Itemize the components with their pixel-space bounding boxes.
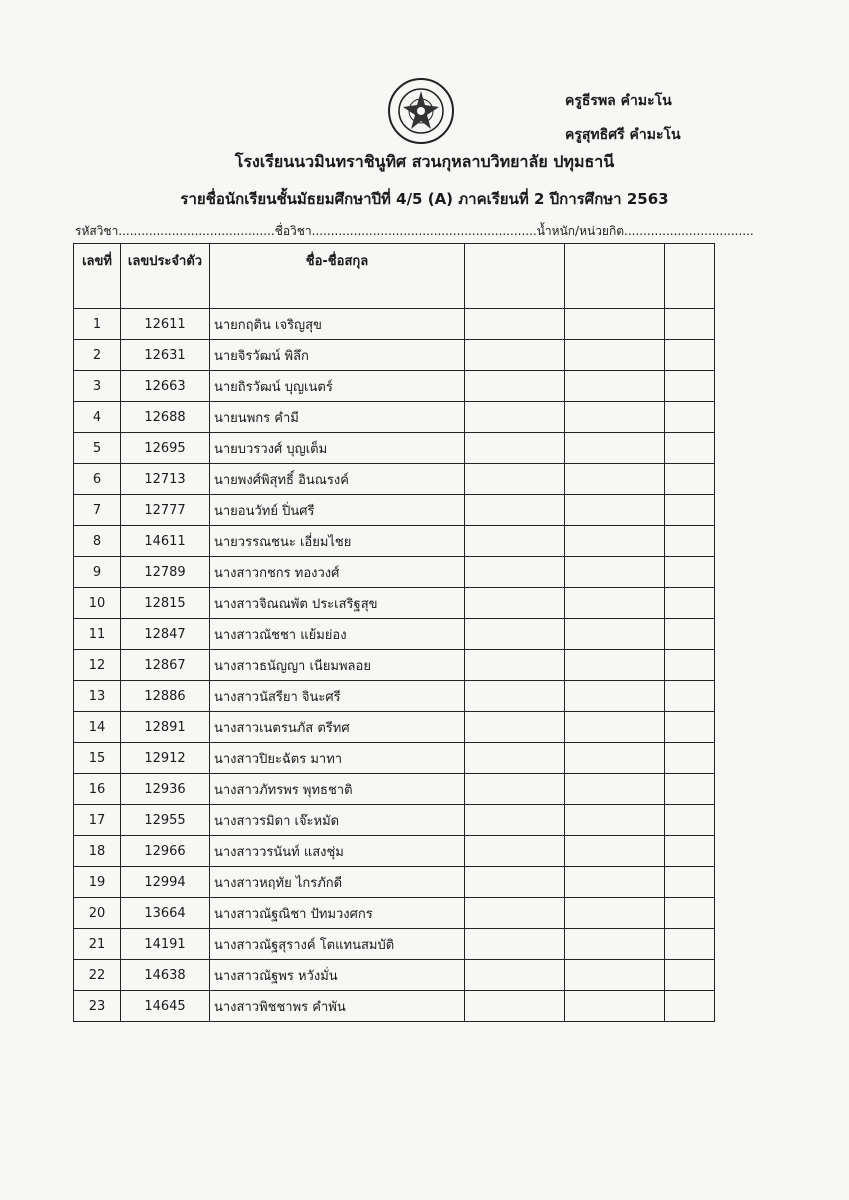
table-row <box>74 588 715 619</box>
row-number: 9 <box>74 557 121 588</box>
row-number: 23 <box>74 991 121 1022</box>
score-cell[interactable] <box>665 340 715 371</box>
score-cell[interactable] <box>565 867 665 898</box>
table-row <box>74 867 715 898</box>
table-row <box>74 309 715 340</box>
row-full-name: นางสาวเนตรนภัส ตรีทศ <box>210 712 465 743</box>
score-cell[interactable] <box>565 929 665 960</box>
score-cell[interactable] <box>665 464 715 495</box>
score-cell[interactable] <box>465 960 565 991</box>
row-full-name: นายกฤติน เจริญสุข <box>210 309 465 340</box>
score-cell[interactable] <box>665 898 715 929</box>
score-cell[interactable] <box>565 557 665 588</box>
row-full-name: นายนพกร คำมี <box>210 402 465 433</box>
score-cell[interactable] <box>665 402 715 433</box>
row-full-name: นางสาวจิณณพัต ประเสริฐสุข <box>210 588 465 619</box>
row-number: 11 <box>74 619 121 650</box>
table-row <box>74 650 715 681</box>
score-cell[interactable] <box>465 402 565 433</box>
score-cell[interactable] <box>465 681 565 712</box>
table-row <box>74 340 715 371</box>
score-cell[interactable] <box>665 650 715 681</box>
score-cell[interactable] <box>565 433 665 464</box>
score-cell[interactable] <box>465 836 565 867</box>
row-full-name: นายอนวัทย์ ปิ่นศรี <box>210 495 465 526</box>
row-number: 21 <box>74 929 121 960</box>
row-full-name: นางสาวณัฐสุรางค์ โตแทนสมบัติ <box>210 929 465 960</box>
header-score-1 <box>465 244 565 309</box>
table-row <box>74 402 715 433</box>
score-cell[interactable] <box>465 712 565 743</box>
row-number: 3 <box>74 371 121 402</box>
score-cell[interactable] <box>465 929 565 960</box>
row-student-id: 14191 <box>121 929 210 960</box>
row-full-name: นางสาวปิยะฉัตร มาทา <box>210 743 465 774</box>
score-cell[interactable] <box>465 743 565 774</box>
row-student-id: 12847 <box>121 619 210 650</box>
score-cell[interactable] <box>665 867 715 898</box>
row-full-name: นายจิรวัฒน์ พิลึก <box>210 340 465 371</box>
score-cell[interactable] <box>665 929 715 960</box>
row-student-id: 12789 <box>121 557 210 588</box>
row-number: 13 <box>74 681 121 712</box>
score-cell[interactable] <box>465 495 565 526</box>
score-cell[interactable] <box>465 805 565 836</box>
row-student-id: 12936 <box>121 774 210 805</box>
score-cell[interactable] <box>665 774 715 805</box>
school-title: โรงเรียนนวมินทราชินูทิศ สวนกุหลาบวิทยาลัย ปทุมธานี <box>234 152 615 171</box>
table-row <box>74 836 715 867</box>
row-number: 7 <box>74 495 121 526</box>
score-cell[interactable] <box>565 836 665 867</box>
row-student-id: 12695 <box>121 433 210 464</box>
row-full-name: นางสาวหฤทัย ไกรภักดี <box>210 867 465 898</box>
row-student-id: 12611 <box>121 309 210 340</box>
score-cell[interactable] <box>565 464 665 495</box>
score-cell[interactable] <box>465 898 565 929</box>
score-cell[interactable] <box>665 433 715 464</box>
score-cell[interactable] <box>465 371 565 402</box>
row-number: 17 <box>74 805 121 836</box>
row-full-name: นายบวรวงศ์ บุญเต็ม <box>210 433 465 464</box>
row-number: 1 <box>74 309 121 340</box>
score-cell[interactable] <box>465 464 565 495</box>
score-cell[interactable] <box>565 774 665 805</box>
score-cell[interactable] <box>465 619 565 650</box>
score-cell[interactable] <box>565 340 665 371</box>
row-number: 14 <box>74 712 121 743</box>
score-cell[interactable] <box>565 960 665 991</box>
row-number: 12 <box>74 650 121 681</box>
score-cell[interactable] <box>665 960 715 991</box>
row-student-id: 12631 <box>121 340 210 371</box>
course-fields-line: รหัสวิชา.........................................ชื่อวิชา...........................................................น้ำหนัก/หน่วยกิต.................................. <box>75 224 754 238</box>
score-cell[interactable] <box>465 588 565 619</box>
student-roster-table <box>73 243 715 1022</box>
score-cell[interactable] <box>565 619 665 650</box>
row-student-id: 12994 <box>121 867 210 898</box>
score-cell[interactable] <box>465 526 565 557</box>
header-number: เลขที่ <box>74 244 121 309</box>
header-score-3 <box>665 244 715 309</box>
score-cell[interactable] <box>465 433 565 464</box>
row-full-name: นางสาวธนัญญา เนียมพลอย <box>210 650 465 681</box>
header-full-name: ชื่อ-ชื่อสกุล <box>210 244 465 309</box>
table-row <box>74 433 715 464</box>
score-cell[interactable] <box>665 588 715 619</box>
score-cell[interactable] <box>565 681 665 712</box>
score-cell[interactable] <box>565 402 665 433</box>
row-student-id: 12688 <box>121 402 210 433</box>
table-header-row <box>74 244 715 309</box>
table-row <box>74 371 715 402</box>
score-cell[interactable] <box>665 681 715 712</box>
row-full-name: นางสาวณัชชา แย้มย่อง <box>210 619 465 650</box>
row-student-id: 12663 <box>121 371 210 402</box>
row-student-id: 12867 <box>121 650 210 681</box>
row-full-name: นางสาวนัสรียา จินะศรี <box>210 681 465 712</box>
score-cell[interactable] <box>465 991 565 1022</box>
row-student-id: 12886 <box>121 681 210 712</box>
roster-body <box>74 309 715 1022</box>
score-cell[interactable] <box>565 371 665 402</box>
table-row <box>74 557 715 588</box>
table-row <box>74 898 715 929</box>
table-row <box>74 960 715 991</box>
row-full-name: นางสาวรมิดา เจ๊ะหมัด <box>210 805 465 836</box>
score-cell[interactable] <box>565 991 665 1022</box>
table-row <box>74 929 715 960</box>
header-score-2 <box>565 244 665 309</box>
score-cell[interactable] <box>565 588 665 619</box>
table-row <box>74 712 715 743</box>
table-row <box>74 619 715 650</box>
score-cell[interactable] <box>465 309 565 340</box>
table-row <box>74 464 715 495</box>
table-row <box>74 774 715 805</box>
table-row <box>74 743 715 774</box>
score-cell[interactable] <box>665 557 715 588</box>
teacher-name-2: ครูสุทธิศรี คำมะโน <box>565 127 681 143</box>
teacher-name-1: ครูธีรพล คำมะโน <box>565 93 672 109</box>
score-cell[interactable] <box>565 309 665 340</box>
row-student-id: 12966 <box>121 836 210 867</box>
score-cell[interactable] <box>465 340 565 371</box>
score-cell[interactable] <box>665 712 715 743</box>
row-full-name: นายถิรวัฒน์ บุญเนตร์ <box>210 371 465 402</box>
score-cell[interactable] <box>665 619 715 650</box>
row-full-name: นายวรรณชนะ เอี่ยมไชย <box>210 526 465 557</box>
row-student-id: 12955 <box>121 805 210 836</box>
row-student-id: 14638 <box>121 960 210 991</box>
row-number: 22 <box>74 960 121 991</box>
row-number: 5 <box>74 433 121 464</box>
score-cell[interactable] <box>465 774 565 805</box>
score-cell[interactable] <box>565 898 665 929</box>
score-cell[interactable] <box>565 805 665 836</box>
score-cell[interactable] <box>565 712 665 743</box>
score-cell[interactable] <box>565 495 665 526</box>
row-student-id: 14645 <box>121 991 210 1022</box>
row-number: 16 <box>74 774 121 805</box>
score-cell[interactable] <box>665 805 715 836</box>
score-cell[interactable] <box>565 526 665 557</box>
row-number: 20 <box>74 898 121 929</box>
score-cell[interactable] <box>665 991 715 1022</box>
teacher-names <box>565 84 681 152</box>
row-student-id: 12912 <box>121 743 210 774</box>
table-row <box>74 991 715 1022</box>
row-student-id: 12815 <box>121 588 210 619</box>
row-full-name: นางสาววรนันท์ แสงชุ่ม <box>210 836 465 867</box>
row-full-name: นางสาวณัฐพร หวังมั่น <box>210 960 465 991</box>
score-cell[interactable] <box>665 309 715 340</box>
row-number: 4 <box>74 402 121 433</box>
row-student-id: 12891 <box>121 712 210 743</box>
table-row <box>74 526 715 557</box>
row-number: 18 <box>74 836 121 867</box>
row-number: 6 <box>74 464 121 495</box>
score-cell[interactable] <box>665 836 715 867</box>
row-full-name: นางสาวภัทรพร พุทธชาติ <box>210 774 465 805</box>
row-full-name: นางสาวพิชชาพร คำพัน <box>210 991 465 1022</box>
table-row <box>74 681 715 712</box>
header-student-id: เลขประจำตัว <box>121 244 210 309</box>
score-cell[interactable] <box>665 495 715 526</box>
score-cell[interactable] <box>465 867 565 898</box>
row-number: 2 <box>74 340 121 371</box>
row-number: 19 <box>74 867 121 898</box>
row-student-id: 13664 <box>121 898 210 929</box>
score-cell[interactable] <box>465 557 565 588</box>
table-row <box>74 495 715 526</box>
school-seal-logo <box>387 77 455 145</box>
score-cell[interactable] <box>565 743 665 774</box>
row-full-name: นางสาวณัฐณิชา ปัทมวงศกร <box>210 898 465 929</box>
row-number: 10 <box>74 588 121 619</box>
table-row <box>74 805 715 836</box>
row-number: 8 <box>74 526 121 557</box>
row-student-id: 12713 <box>121 464 210 495</box>
list-title: รายชื่อนักเรียนชั้นมัธยมศึกษาปีที่ 4/5 (A) ภาคเรียนที่ 2 ปีการศึกษา 2563 <box>180 190 669 208</box>
score-cell[interactable] <box>665 371 715 402</box>
row-full-name: นางสาวกชกร ทองวงศ์ <box>210 557 465 588</box>
row-full-name: นายพงศ์พิสุทธิ์ อินณรงค์ <box>210 464 465 495</box>
score-cell[interactable] <box>465 650 565 681</box>
score-cell[interactable] <box>665 526 715 557</box>
score-cell[interactable] <box>565 650 665 681</box>
row-number: 15 <box>74 743 121 774</box>
row-student-id: 14611 <box>121 526 210 557</box>
row-student-id: 12777 <box>121 495 210 526</box>
score-cell[interactable] <box>665 743 715 774</box>
